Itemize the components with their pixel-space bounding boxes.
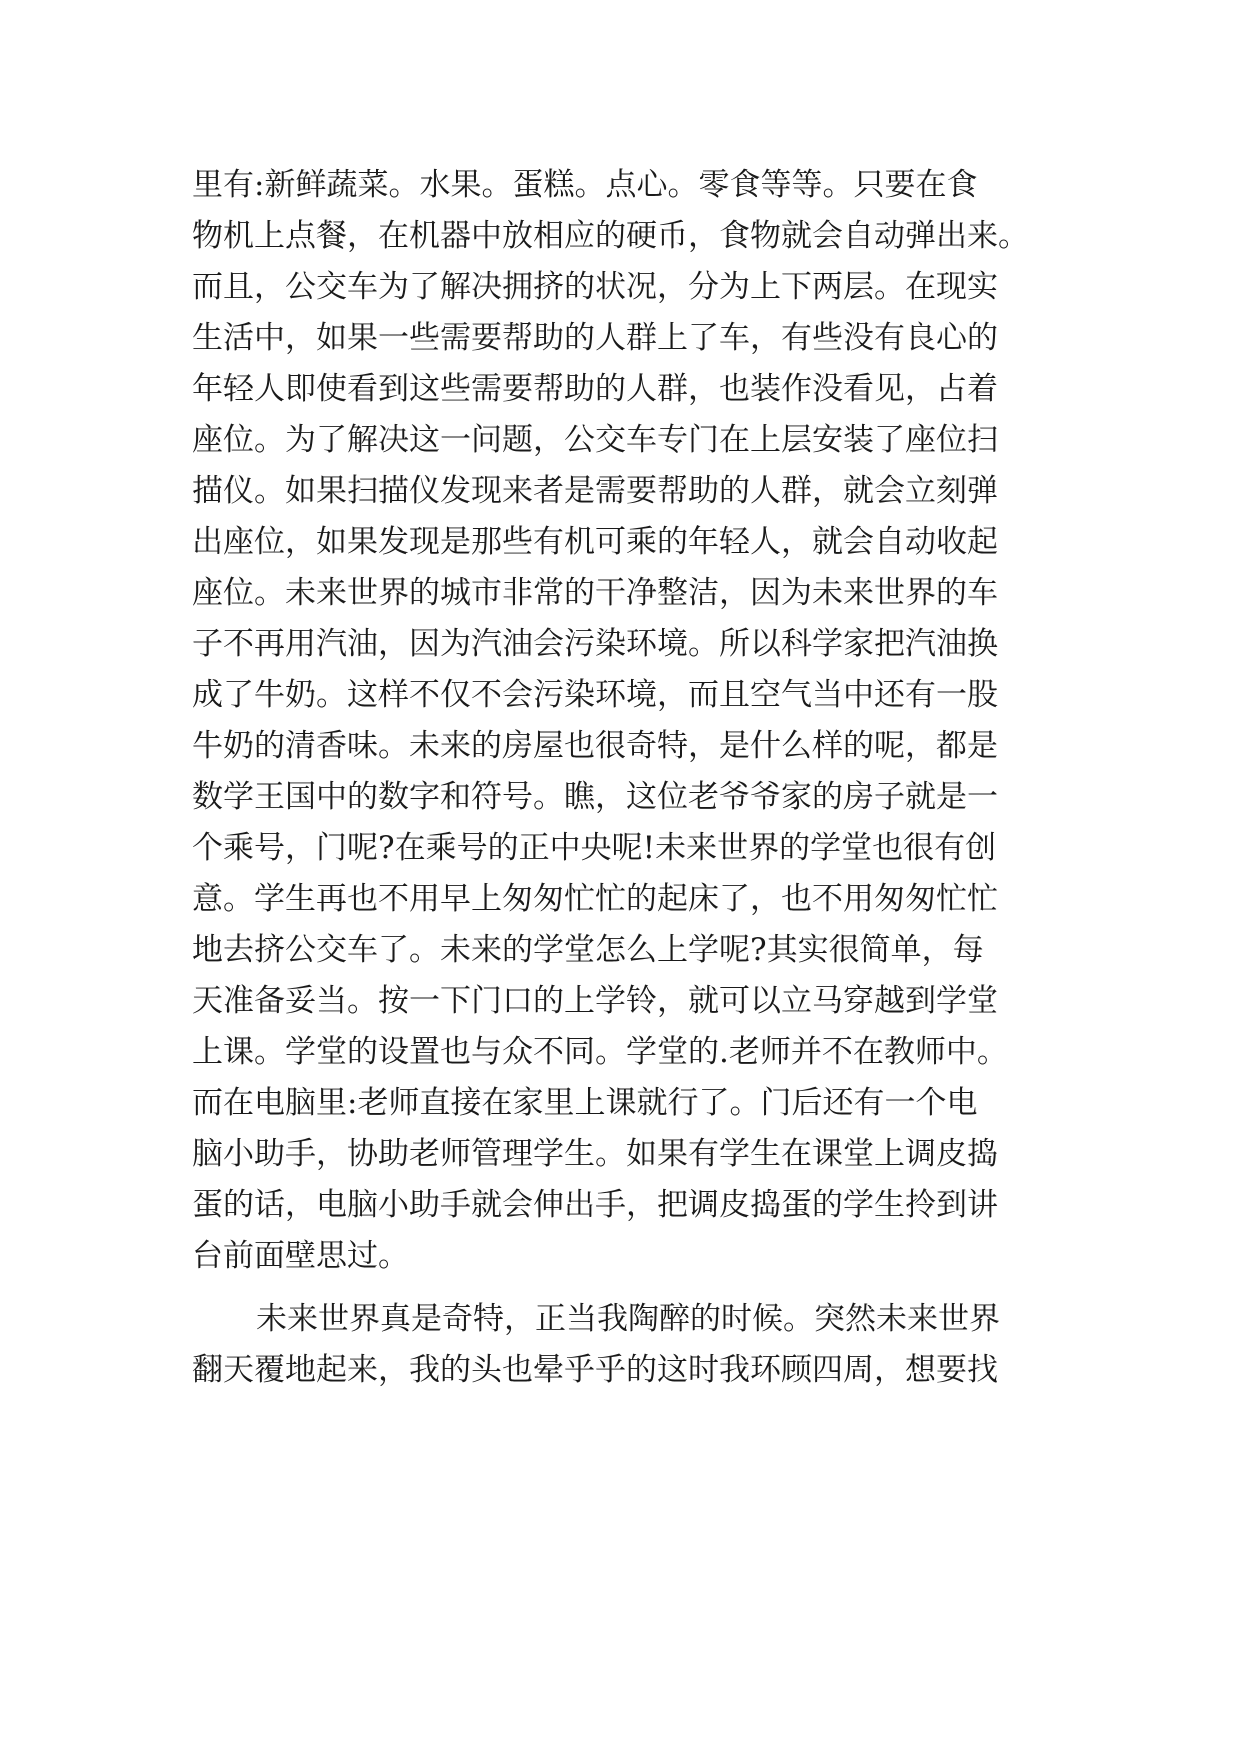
text-line: 脑小助手，协助老师管理学生。如果有学生在课堂上调皮捣 [192, 1136, 998, 1172]
text-line: 上课。学堂的设置也与众不同。学堂的.老师并不在教师中。 [192, 1034, 1008, 1070]
body-text [192, 160, 1072, 1396]
text-line: 而且，公交车为了解决拥挤的状况，分为上下两层。在现实 [192, 269, 998, 305]
text-line: 座位。为了解决这一问题，公交车专门在上层安装了座位扫 [192, 422, 998, 458]
text-line: 天准备妥当。按一下门口的上学铃，就可以立马穿越到学堂 [192, 983, 998, 1019]
text-line: 生活中，如果一些需要帮助的人群上了车，有些没有良心的 [192, 320, 998, 356]
paragraph-1 [192, 160, 1072, 1282]
text-line: 地去挤公交车了。未来的学堂怎么上学呢?其实很简单，每 [192, 932, 984, 968]
text-line: 描仪。如果扫描仪发现来者是需要帮助的人群，就会立刻弹 [192, 473, 998, 509]
text-line: 子不再用汽油，因为汽油会污染环境。所以科学家把汽油换 [192, 626, 998, 662]
text-line: 个乘号，门呢?在乘号的正中央呢!未来世界的学堂也很有创 [192, 830, 997, 866]
text-line: 未来世界真是奇特，正当我陶醉的时候。突然未来世界 [256, 1301, 1000, 1337]
text-line: 座位。未来世界的城市非常的干净整洁，因为未来世界的车 [192, 575, 998, 611]
text-line: 台前面壁思过。 [192, 1238, 409, 1274]
text-line: 数学王国中的数字和符号。瞧，这位老爷爷家的房子就是一 [192, 779, 998, 815]
text-line: 蛋的话，电脑小助手就会伸出手，把调皮捣蛋的学生拎到讲 [192, 1187, 998, 1223]
text-line: 牛奶的清香味。未来的房屋也很奇特，是什么样的呢，都是 [192, 728, 998, 764]
paragraph-gap [192, 1282, 1072, 1294]
text-line: 成了牛奶。这样不仅不会污染环境，而且空气当中还有一股 [192, 677, 998, 713]
text-line: 而在电脑里:老师直接在家里上课就行了。门后还有一个电 [192, 1085, 978, 1121]
text-line: 翻天覆地起来，我的头也晕乎乎的这时我环顾四周，想要找 [192, 1352, 998, 1388]
text-line: 出座位，如果发现是那些有机可乘的年轻人，就会自动收起 [192, 524, 998, 560]
text-line: 意。学生再也不用早上匆匆忙忙的起床了，也不用匆匆忙忙 [192, 881, 998, 917]
text-line: 物机上点餐，在机器中放相应的硬币，食物就会自动弹出来。 [192, 218, 1029, 254]
text-line: 年轻人即使看到这些需要帮助的人群，也装作没看见，占着 [192, 371, 998, 407]
text-line: 里有:新鲜蔬菜。水果。蛋糕。点心。零食等等。只要在食 [192, 167, 978, 203]
paragraph-2 [192, 1294, 1072, 1396]
